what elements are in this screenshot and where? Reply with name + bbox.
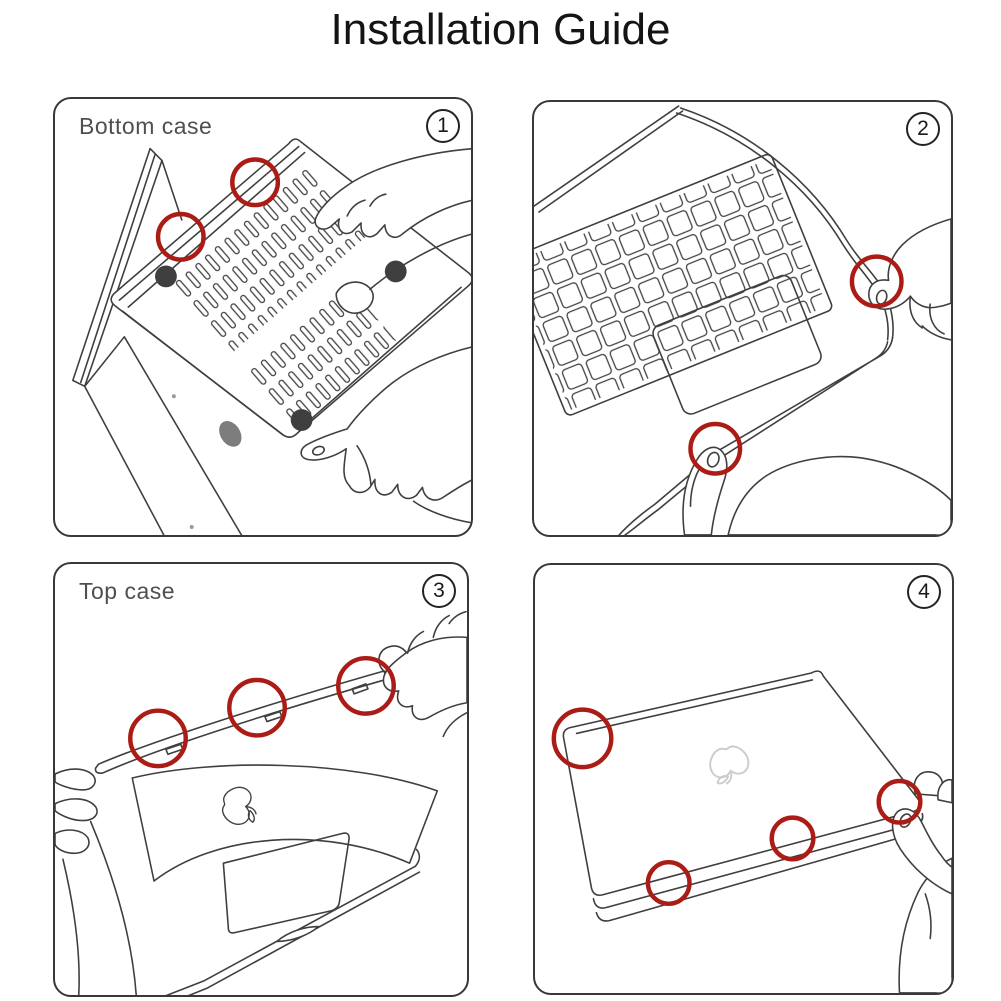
step-1-number: 1	[437, 114, 449, 137]
panel-1-label: Bottom case	[79, 113, 213, 139]
closed-laptop-illustration	[535, 565, 952, 993]
step-4-badge	[907, 575, 941, 609]
step-3-badge	[422, 574, 456, 608]
screw-dot	[172, 394, 176, 398]
panel-3-label: Top case	[79, 578, 176, 604]
rubber-foot	[215, 417, 246, 451]
panel-step-4	[533, 563, 954, 995]
hand-left	[55, 769, 136, 995]
step-4-number: 4	[918, 580, 930, 603]
screw-dot	[190, 525, 194, 529]
hand-bottom-thumb	[683, 447, 951, 535]
step-2-badge	[906, 112, 940, 146]
closed-laptop	[563, 671, 922, 921]
open-macbook	[132, 765, 437, 995]
case-foot	[155, 265, 177, 287]
keyboard-deck-illustration	[534, 102, 951, 535]
keyboard	[534, 153, 833, 417]
case-foot	[385, 261, 407, 283]
panel-step-1	[53, 97, 473, 537]
step-1-badge	[426, 109, 460, 143]
case-foot	[291, 409, 313, 431]
bottom-case-illustration	[55, 99, 471, 535]
page-title: Installation Guide	[330, 5, 671, 54]
step-2-number: 2	[917, 117, 929, 140]
panel-step-2	[532, 100, 953, 537]
step-3-number: 3	[433, 579, 445, 602]
hand-right-grip	[869, 219, 951, 340]
panel-step-3	[53, 562, 469, 997]
top-case-illustration	[55, 564, 467, 995]
